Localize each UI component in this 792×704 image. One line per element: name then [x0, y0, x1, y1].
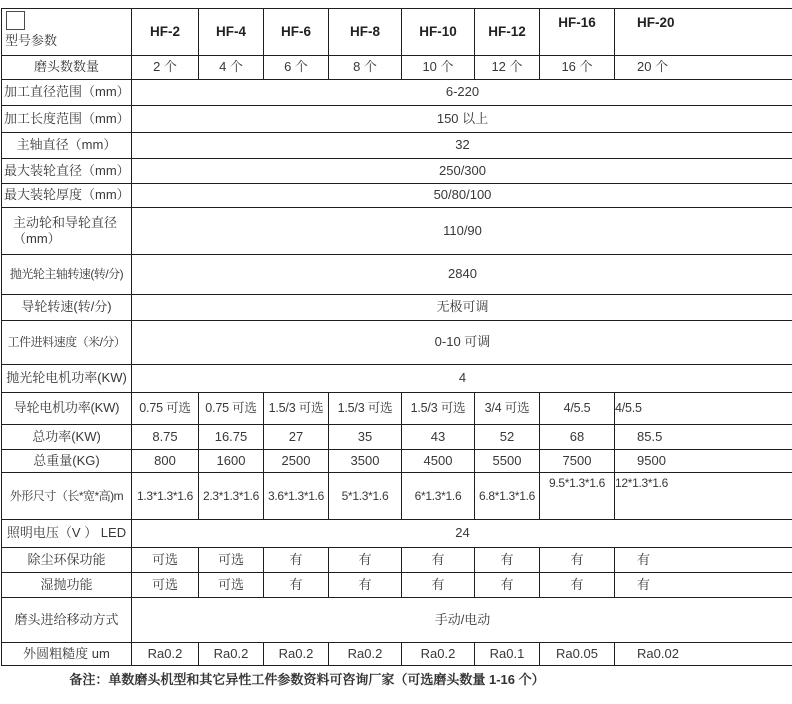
spec-cell: 可选 — [199, 548, 264, 573]
spec-cell: 8 个 — [329, 56, 402, 80]
spec-cell: 800 — [132, 450, 199, 473]
spec-cell: 16 个 — [540, 56, 615, 80]
image-placeholder-icon — [6, 11, 25, 30]
spec-table — [1, 8, 792, 666]
row-label: 最大装轮厚度（mm） — [2, 184, 132, 208]
spec-cell: 可选 — [132, 548, 199, 573]
row-heads — [2, 56, 792, 80]
spec-cell: 9500 — [615, 450, 792, 473]
row-label: 主动轮和导轮直径（mm） — [2, 208, 132, 255]
spec-cell: 5*1.3*1.6 — [329, 473, 402, 520]
spec-cell: 2500 — [264, 450, 329, 473]
spec-cell-merged: 110/90 — [132, 208, 792, 255]
spec-cell-merged: 32 — [132, 133, 792, 159]
row-polish-motor-power — [2, 365, 792, 393]
spec-cell: 2 个 — [132, 56, 199, 80]
spec-cell: 8.75 — [132, 425, 199, 450]
corner-label: 型号参数 — [5, 33, 131, 49]
row-label: 加工直径范围（mm） — [2, 80, 132, 106]
row-label: 外圆粗糙度 um — [2, 643, 132, 666]
spec-cell: 1600 — [199, 450, 264, 473]
row-feed-speed — [2, 321, 792, 365]
row-label: 主轴直径（mm） — [2, 133, 132, 159]
spec-cell: 有 — [329, 573, 402, 598]
row-drive-guide-diameter — [2, 208, 792, 255]
spec-cell: 85.5 — [615, 425, 792, 450]
spec-cell: 1.5/3 可选 — [329, 393, 402, 425]
row-label: 导轮电机功率(KW) — [2, 393, 132, 425]
spec-cell-merged: 6-220 — [132, 80, 792, 106]
row-label: 最大装轮直径（mm） — [2, 159, 132, 184]
row-label: 工件进料速度（米/分） — [2, 321, 132, 365]
row-label: 导轮转速(转/分) — [2, 295, 132, 321]
spec-cell: 有 — [615, 548, 792, 573]
row-max-wheel-diameter — [2, 159, 792, 184]
spec-cell-merged: 250/300 — [132, 159, 792, 184]
spec-cell-merged: 2840 — [132, 255, 792, 295]
spec-cell: Ra0.05 — [540, 643, 615, 666]
spec-cell: 1.5/3 可选 — [264, 393, 329, 425]
col-header-hf16: HF-16 — [540, 9, 615, 56]
spec-cell: 68 — [540, 425, 615, 450]
col-header-hf12: HF-12 — [475, 9, 540, 56]
spec-cell: 20 个 — [615, 56, 792, 80]
spec-cell: 12 个 — [475, 56, 540, 80]
row-label: 磨头进给移动方式 — [2, 598, 132, 643]
spec-cell: 43 — [402, 425, 475, 450]
spec-cell: 可选 — [132, 573, 199, 598]
row-label: 加工长度范围（mm） — [2, 106, 132, 133]
spec-cell: 有 — [615, 573, 792, 598]
spec-cell: Ra0.02 — [615, 643, 792, 666]
row-lighting-voltage — [2, 520, 792, 548]
spec-cell: 4500 — [402, 450, 475, 473]
row-label: 抛光轮主轴转速(转/分) — [2, 255, 132, 295]
spec-cell: 4 个 — [199, 56, 264, 80]
spec-cell: 6.8*1.3*1.6 — [475, 473, 540, 520]
spec-cell-merged: 手动/电动 — [132, 598, 792, 643]
spec-cell-merged: 24 — [132, 520, 792, 548]
spec-cell: 6*1.3*1.6 — [402, 473, 475, 520]
spec-cell: 1.5/3 可选 — [402, 393, 475, 425]
spec-cell: 9.5*1.3*1.6 — [540, 473, 615, 520]
spec-cell: 1.3*1.3*1.6 — [132, 473, 199, 520]
spec-cell-merged: 无极可调 — [132, 295, 792, 321]
row-spindle-diameter — [2, 133, 792, 159]
spec-cell: 4/5.5 — [615, 393, 792, 425]
col-header-hf10: HF-10 — [402, 9, 475, 56]
spec-cell: 12*1.3*1.6 — [615, 473, 792, 520]
spec-cell: Ra0.1 — [475, 643, 540, 666]
spec-cell-merged: 4 — [132, 365, 792, 393]
row-guide-motor-power — [2, 393, 792, 425]
header-row — [2, 9, 792, 56]
col-header-hf2: HF-2 — [132, 9, 199, 56]
row-total-weight — [2, 450, 792, 473]
spec-cell: 有 — [329, 548, 402, 573]
spec-cell: 0.75 可选 — [132, 393, 199, 425]
footnote: 备注：单数磨头机型和其它异性工件参数资料可咨询厂家（可选磨头数量 1-16 个） — [0, 672, 614, 689]
col-header-hf20: HF-20 — [615, 9, 792, 56]
spec-cell: 52 — [475, 425, 540, 450]
row-label: 抛光轮电机功率(KW) — [2, 365, 132, 393]
spec-cell-merged: 50/80/100 — [132, 184, 792, 208]
col-header-hf6: HF-6 — [264, 9, 329, 56]
spec-cell: 3.6*1.3*1.6 — [264, 473, 329, 520]
row-wet-polish — [2, 573, 792, 598]
spec-cell-merged: 150 以上 — [132, 106, 792, 133]
row-total-power — [2, 425, 792, 450]
row-guide-speed — [2, 295, 792, 321]
spec-cell-merged: 0-10 可调 — [132, 321, 792, 365]
spec-cell: 3500 — [329, 450, 402, 473]
row-diameter-range — [2, 80, 792, 106]
spec-cell: Ra0.2 — [402, 643, 475, 666]
spec-cell: 27 — [264, 425, 329, 450]
spec-cell: 可选 — [199, 573, 264, 598]
spec-cell: 5500 — [475, 450, 540, 473]
row-length-range — [2, 106, 792, 133]
spec-cell: Ra0.2 — [264, 643, 329, 666]
row-label: 湿抛功能 — [2, 573, 132, 598]
spec-cell: Ra0.2 — [132, 643, 199, 666]
spec-cell: 有 — [402, 548, 475, 573]
spec-cell: 有 — [475, 548, 540, 573]
row-label: 总功率(KW) — [2, 425, 132, 450]
spec-cell: 3/4 可选 — [475, 393, 540, 425]
spec-cell: 有 — [264, 573, 329, 598]
row-dust-removal — [2, 548, 792, 573]
row-feed-mode — [2, 598, 792, 643]
row-roughness — [2, 643, 792, 666]
col-header-hf8: HF-8 — [329, 9, 402, 56]
row-label: 照明电压（V ） LED — [2, 520, 132, 548]
row-label: 除尘环保功能 — [2, 548, 132, 573]
spec-cell: 4/5.5 — [540, 393, 615, 425]
col-header-hf4: HF-4 — [199, 9, 264, 56]
row-label: 磨头数数量 — [2, 56, 132, 80]
spec-cell: 有 — [475, 573, 540, 598]
spec-cell: 7500 — [540, 450, 615, 473]
spec-cell: 0.75 可选 — [199, 393, 264, 425]
spec-cell: 10 个 — [402, 56, 475, 80]
spec-cell: 有 — [540, 548, 615, 573]
spec-cell: 35 — [329, 425, 402, 450]
row-max-wheel-thickness — [2, 184, 792, 208]
spec-cell: 有 — [264, 548, 329, 573]
spec-cell: 有 — [402, 573, 475, 598]
row-label: 外形尺寸（长*宽*高)m — [2, 473, 132, 520]
row-spindle-speed — [2, 255, 792, 295]
row-dimensions — [2, 473, 792, 520]
corner-cell — [2, 9, 132, 56]
spec-cell: 6 个 — [264, 56, 329, 80]
spec-cell: Ra0.2 — [329, 643, 402, 666]
spec-cell: 有 — [540, 573, 615, 598]
row-label: 总重量(KG) — [2, 450, 132, 473]
spec-cell: Ra0.2 — [199, 643, 264, 666]
spec-cell: 16.75 — [199, 425, 264, 450]
spec-cell: 2.3*1.3*1.6 — [199, 473, 264, 520]
